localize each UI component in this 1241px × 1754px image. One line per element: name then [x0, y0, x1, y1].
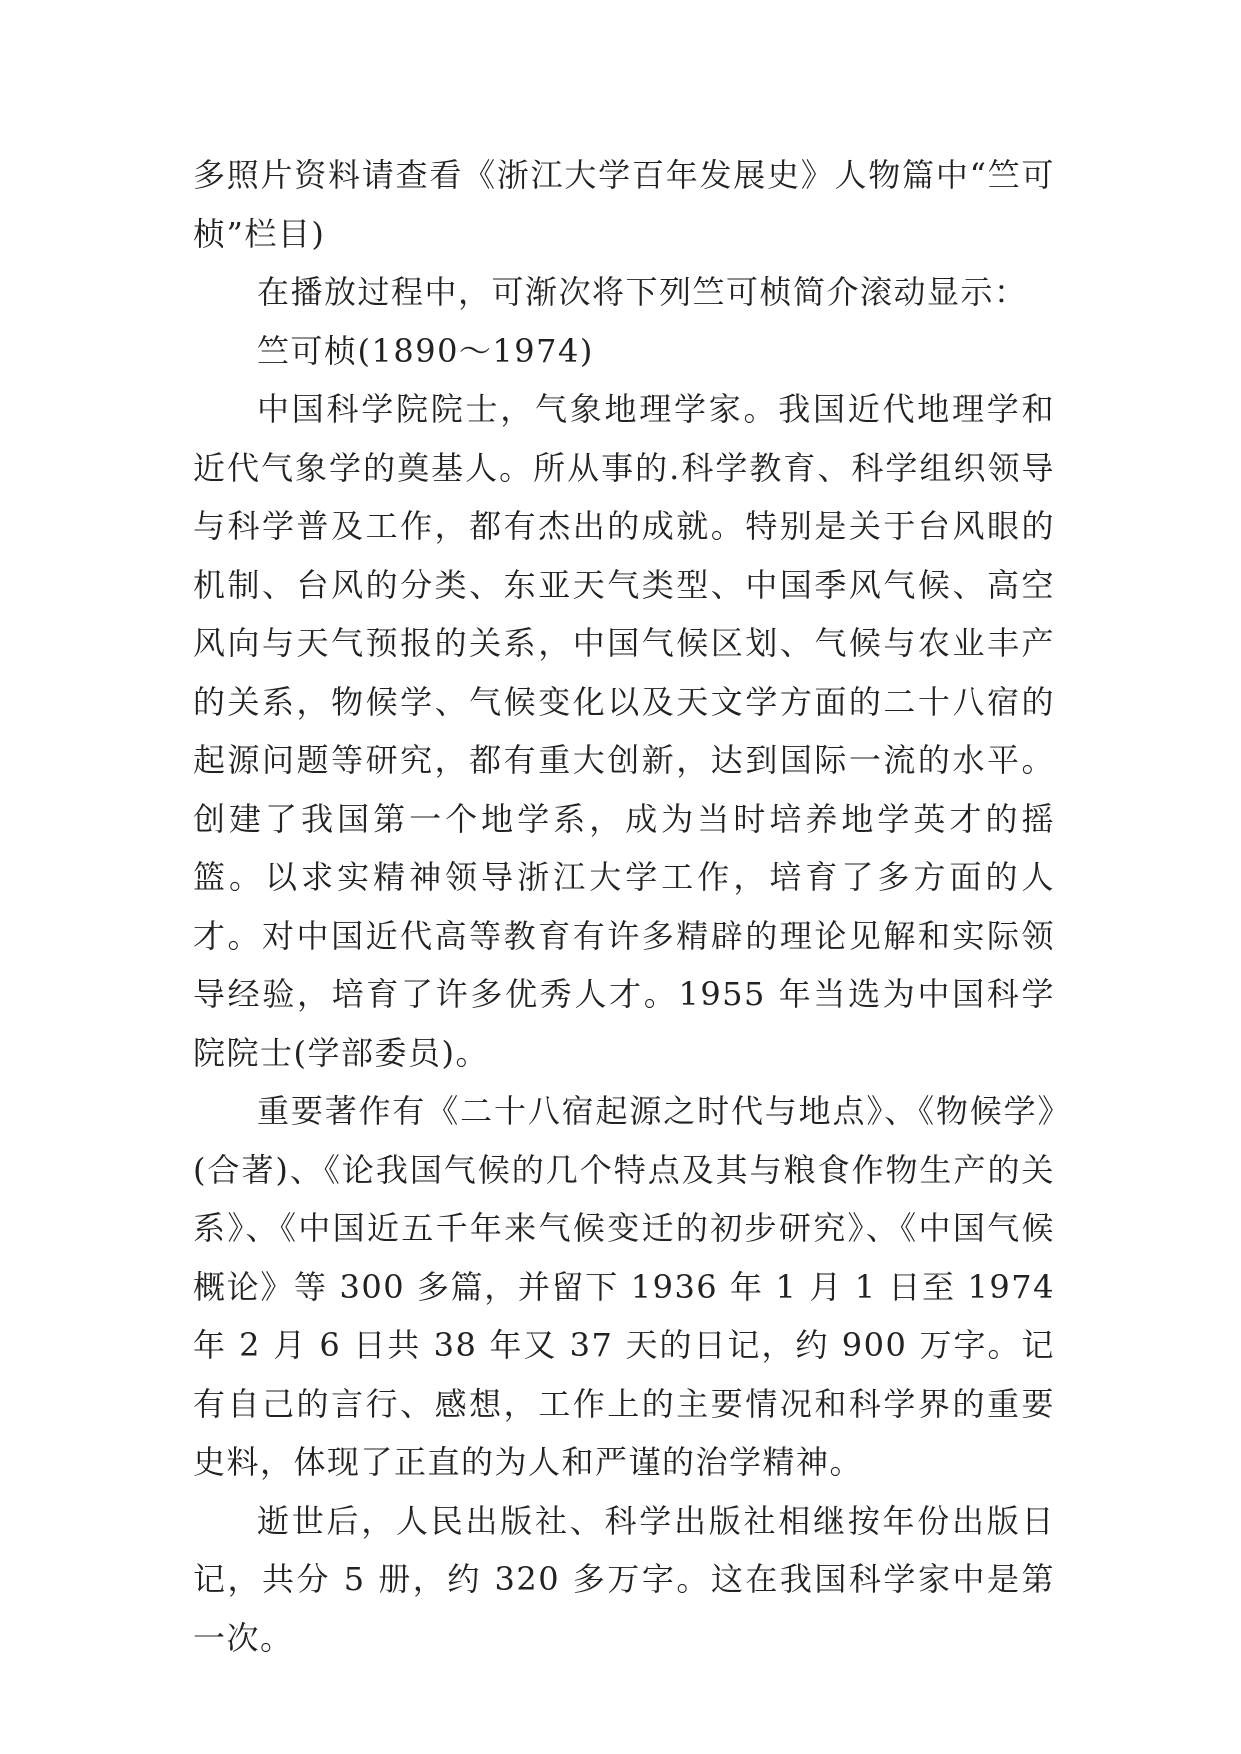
paragraph-continuation: 多照片资料请查看《浙江大学百年发展史》人物篇中“竺可桢”栏目): [193, 156, 1055, 253]
paragraph-scroll-instruction: 在播放过程中，可渐次将下列竺可桢简介滚动显示：: [257, 273, 1028, 311]
paragraph-works: 重要著作有《二十八宿起源之时代与地点》、《物候学》(合著)、《论我国气候的几个特点及其与粮食作物生产的关系》、《中国近五千年来气候变迁的初步研究》、《中国气候概论》等 300 多篇，并留下 1936 年 1 月 1 日至 1974 年 2 月 6 日共 38 年又 37 天的日记，约 900 万字。记有自己的言行、感想，工作上的主要情况和科学界的重要史料，体现了正直的为人和严谨的治学精神。: [193, 1092, 1055, 1481]
paragraph-diary-publication: 逝世后，人民出版社、科学出版社相继按年份出版日记，共分 5 册，约 320 多万字。这在我国科学家中是第一次。: [193, 1501, 1055, 1657]
paragraph-biography: 中国科学院院士，气象地理学家。我国近代地理学和近代气象学的奠基人。所从事的.科学教育、科学组织领导与科学普及工作，都有杰出的成就。特别是关于台风眼的机制、台风的分类、东亚天气类型、中国季风气候、高空风向与天气预报的关系，中国气候区划、气候与农业丰产的关系，物候学、气候变化以及天文学方面的二十八宿的起源问题等研究，都有重大创新，达到国际一流的水平。创建了我国第一个地学系，成为当时培养地学英才的摇篮。以求实精神领导浙江大学工作，培育了多方面的人才。对中国近代高等教育有许多精辟的理论见解和实际领导经验，培育了许多优秀人才。1955 年当选为中国科学院院士(学部委员)。: [193, 390, 1055, 1072]
document-body: [193, 146, 1055, 1667]
paragraph-name-heading: 竺可桢(1890～1974): [257, 331, 594, 370]
